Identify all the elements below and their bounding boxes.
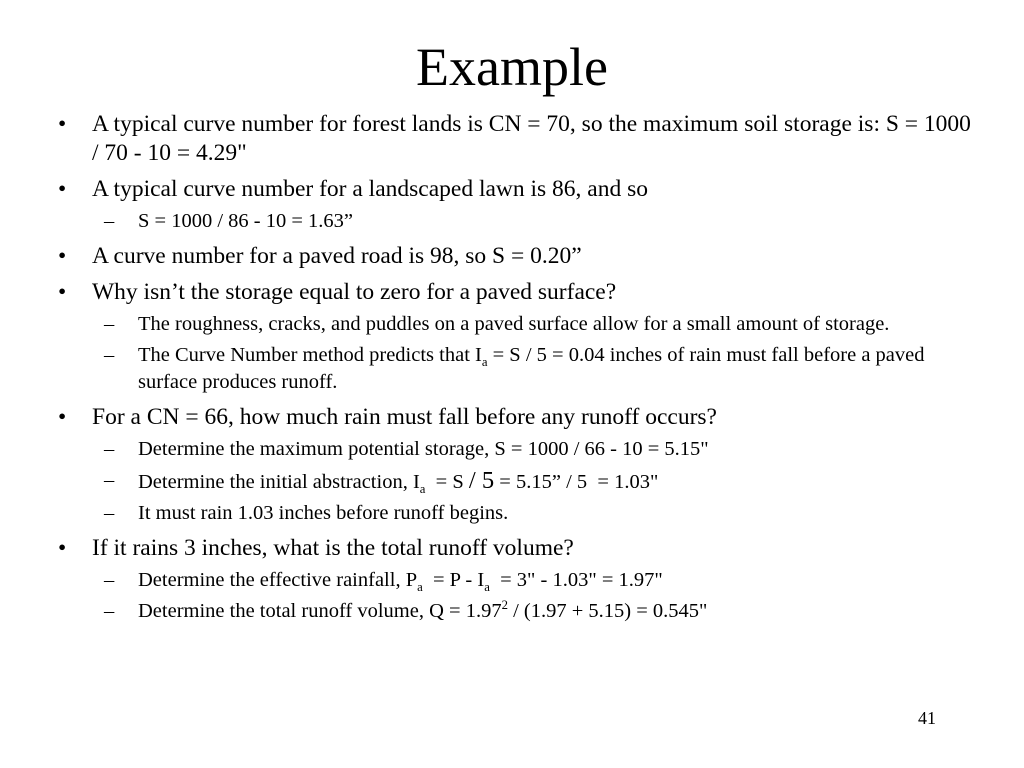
bullet-icon: • (58, 176, 67, 202)
sub-bullet-text: It must rain 1.03 inches before runoff begins. (138, 502, 509, 524)
sub-bullet-text: Determine the maximum potential storage, S = 1000 / 66 - 10 = 5.15" (138, 438, 709, 460)
sub-bullet-item (92, 436, 978, 463)
text-run: / (1.97 + 5.15) = 0.545" (507, 600, 708, 622)
text-run: Determine the initial abstraction, I (138, 471, 420, 493)
dash-icon: – (104, 469, 115, 491)
text-run: = 3" - 1.03" = 1.97" (489, 569, 663, 591)
sub-bullet-list (92, 436, 978, 527)
text-run: = 5.15” / 5 = 1.03" (494, 471, 659, 493)
text-run: The Curve Number method predicts that I (138, 344, 482, 366)
sub-bullet-item (92, 311, 978, 338)
sub-bullet-list (92, 311, 978, 396)
text-run: = P - I (422, 569, 485, 591)
sub-bullet-text (138, 344, 925, 393)
dash-icon: – (104, 569, 115, 591)
dash-icon: – (104, 502, 115, 524)
bullet-item (58, 278, 978, 396)
page-number: 41 (918, 708, 936, 728)
subscript: a (417, 580, 423, 595)
dash-icon: – (104, 210, 115, 232)
bullet-icon: • (58, 404, 67, 430)
sub-bullet-text (138, 467, 659, 497)
sub-bullet-item (92, 342, 978, 396)
sub-bullet-text: The roughness, cracks, and puddles on a paved surface allow for a small amount of storage. (138, 313, 890, 335)
sub-bullet-text (138, 569, 663, 595)
bullet-text: Why isn’t the storage equal to zero for a paved surface? (92, 279, 617, 305)
bullet-icon: • (58, 535, 67, 561)
bullet-text: If it rains 3 inches, what is the total runoff volume? (92, 535, 574, 561)
bullet-item (58, 534, 978, 625)
dash-icon: – (104, 438, 115, 460)
sub-bullet-item (92, 567, 978, 594)
sub-bullet-item (92, 598, 978, 625)
bullet-icon: • (58, 111, 67, 137)
bullet-item (58, 110, 978, 168)
sub-bullet-list (92, 567, 978, 625)
bullet-item (58, 242, 978, 271)
bullet-icon: • (58, 243, 67, 269)
dash-icon: – (104, 313, 115, 335)
sub-bullet-text: S = 1000 / 86 - 10 = 1.63” (138, 210, 354, 232)
text-run: = S / 5 = 0.04 inches of rain must fall before a paved surface produces runoff. (138, 344, 925, 393)
text-run: Determine the effective rainfall, P (138, 569, 418, 591)
slide-title: Example (416, 37, 608, 97)
sub-bullet-item (92, 467, 978, 496)
bullet-text: A curve number for a paved road is 98, so S = 0.20” (92, 243, 582, 269)
text-run: = S (425, 471, 469, 493)
bullet-text: For a CN = 66, how much rain must fall before any runoff occurs? (92, 404, 717, 430)
bullet-text: A typical curve number for a landscaped lawn is 86, and so (92, 176, 649, 202)
bullet-list (58, 110, 978, 625)
dash-icon: – (104, 344, 115, 366)
sub-bullet-item (92, 208, 978, 235)
bullet-icon: • (58, 279, 67, 305)
subscript: a (484, 580, 490, 595)
bullet-text: A typical curve number for forest lands is CN = 70, so the maximum soil storage is: S = 1000 / 70 - 10 = 4.29" (92, 111, 971, 166)
sub-bullet-item (92, 500, 978, 527)
text-run: / 5 (468, 467, 495, 494)
subscript: a (419, 482, 426, 497)
dash-icon: – (104, 600, 115, 622)
superscript: 2 (501, 598, 508, 613)
subscript: a (481, 355, 488, 370)
sub-bullet-text (138, 600, 707, 622)
text-run: Determine the total runoff volume, Q = 1.97 (138, 600, 502, 622)
bullet-item (58, 175, 978, 235)
bullet-item (58, 403, 978, 527)
sub-bullet-list (92, 208, 978, 235)
